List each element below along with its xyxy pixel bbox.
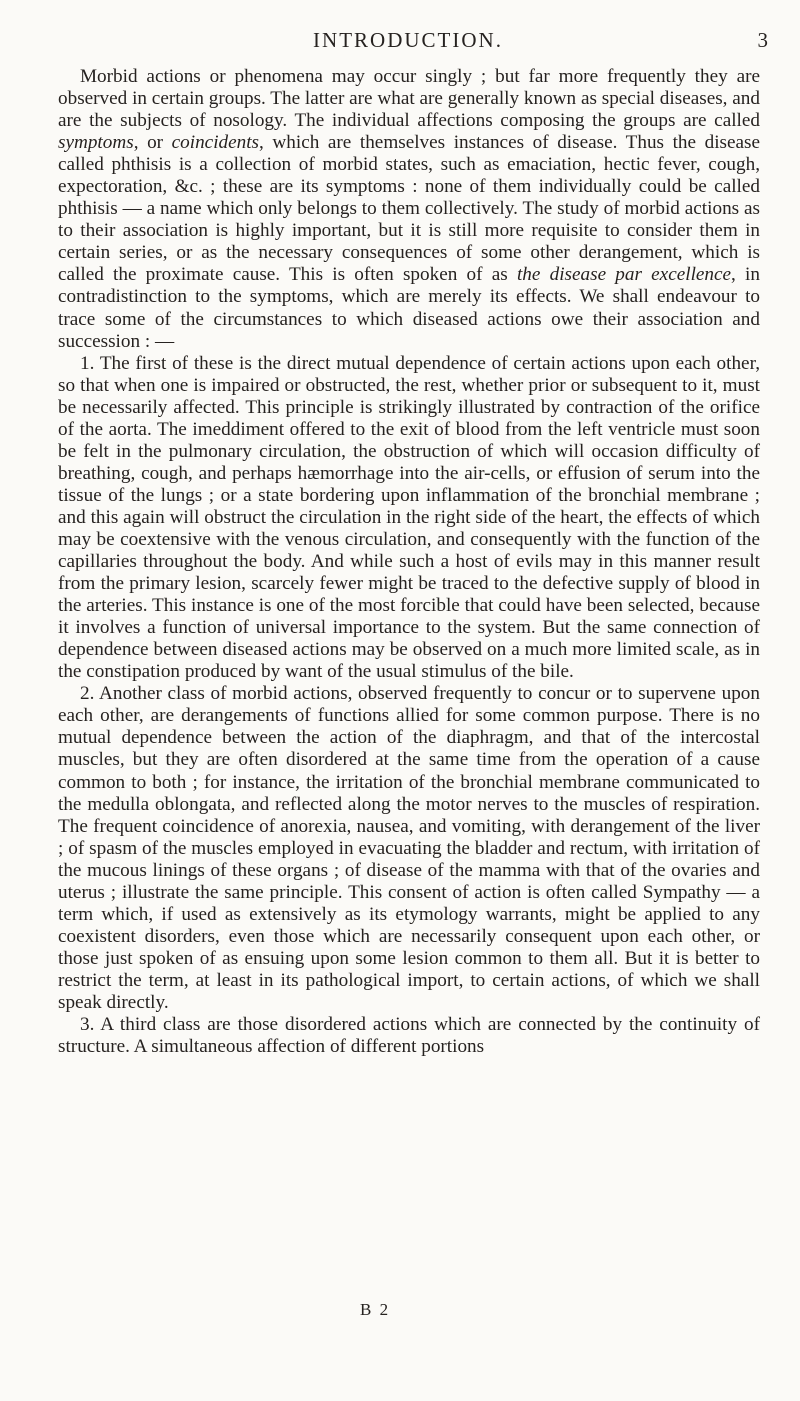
text-run: 1. The first of these is the direct mutual dependence of certain actions upon each other, so that when one is impaired or obstructed, the rest, whether prior or subsequent to it, must be necessarily affected. This principle is strikingly illustrated by contraction of the orifice of the aorta. The imeddiment offered to the exit of blood from the left ventricle must soon be felt in the pulmonary circulation, the obstruction of which will occasion difficulty of breathing, cough, and perhaps hæmorrhage into the air-cells, or effusion of serum into the tissue of the lungs ; or a state bordering upon inflammation of the bronchial membrane ; and this again will obstruct the circulation in the right side of the heart, the effects of which may be coextensive with the venous circulation, and consequently with the function of the capillaries throughout the body. And while such a host of evils may in this manner result from the primary lesion, scarcely fewer might be traced to the defective supply of blood in the arteries. This instance is one of the most forcible that could have been selected, because it involves a function of universal importance to the system. But the same connection of dependence between diseased actions may be observed on a much more limited scale, as in the constipation produced by want of the usual stimulus of the bile. (58, 352, 760, 683)
paragraph-continuity-of-structure (58, 1014, 760, 1058)
running-title: INTRODUCTION. (313, 28, 503, 52)
italic-phrase: symptoms (58, 132, 134, 154)
text-run: Morbid actions or phenomena may occur singly ; but far more frequently they are observed in certain groups. The latter are what are generally known as special diseases, and are the subjects of nosology. The individual affections composing the groups are called (58, 66, 760, 132)
text-run: 3. A third class are those disordered actions which are connected by the continuity of structure. A simultaneous affection of different portions (58, 1014, 760, 1058)
text-run: , or (133, 132, 172, 154)
paragraph-mutual-dependence (58, 353, 760, 684)
italic-phrase: the disease par excellence (516, 264, 732, 286)
body-text (58, 66, 760, 1058)
paragraph-symptoms-intro (58, 66, 760, 353)
italic-phrase: coincidents (171, 132, 260, 154)
text-run: 2. Another class of morbid actions, observed frequently to concur or to supervene upon each other, are derangements of functions allied for some common purpose. There is no mutual dependence between the action of the diaphragm, and that of the intercostal muscles, but they are often disordered at the same time from the operation of a cause common to both ; for instance, the irritation of the bronchial membrane communicated to the medulla oblongata, and reflected along the motor nerves to the muscles of respiration. The frequent coincidence of anorexia, nausea, and vomiting, with derangement of the liver ; of spasm of the muscles employed in evacuating the bladder and rectum, with irritation of the mucous linings of these organs ; of disease of the mamma with that of the ovaries and uterus ; illustrate the same principle. This consent of action is often called Sympathy — a term which, if used as extensively as its etymology warrants, might be applied to any coexistent disorders, even those which are necessarily consequent upon each other, or those just spoken of as ensuing upon some lesion common to them all. But it is better to restrict the term, at least in its pathological import, to certain actions, of which we shall speak directly. (58, 683, 760, 1013)
text-run: , which are themselves instances of disease. Thus the disease called phthisis is a collection of morbid states, such as emaciation, hectic fever, cough, expectoration, &c. ; these are its symptoms : none of them individually could be called phthisis — a name which only belongs to them collectively. The study of morbid actions as to their association is highly important, but it is still more requisite to consider them in certain series, or as the necessary consequences of some other derangement, which is called the proximate cause. This is often spoken of as (58, 132, 761, 286)
text-run: , in contradistinction to the symptoms, which are merely its effects. We shall endeavour to trace some of the circumstances to which diseased actions owe their association and succession : — (58, 264, 760, 352)
page-number: 3 (757, 28, 768, 52)
page-header (48, 28, 768, 58)
paragraph-sympathy (58, 683, 760, 1014)
signature-mark: B 2 (360, 1300, 391, 1319)
